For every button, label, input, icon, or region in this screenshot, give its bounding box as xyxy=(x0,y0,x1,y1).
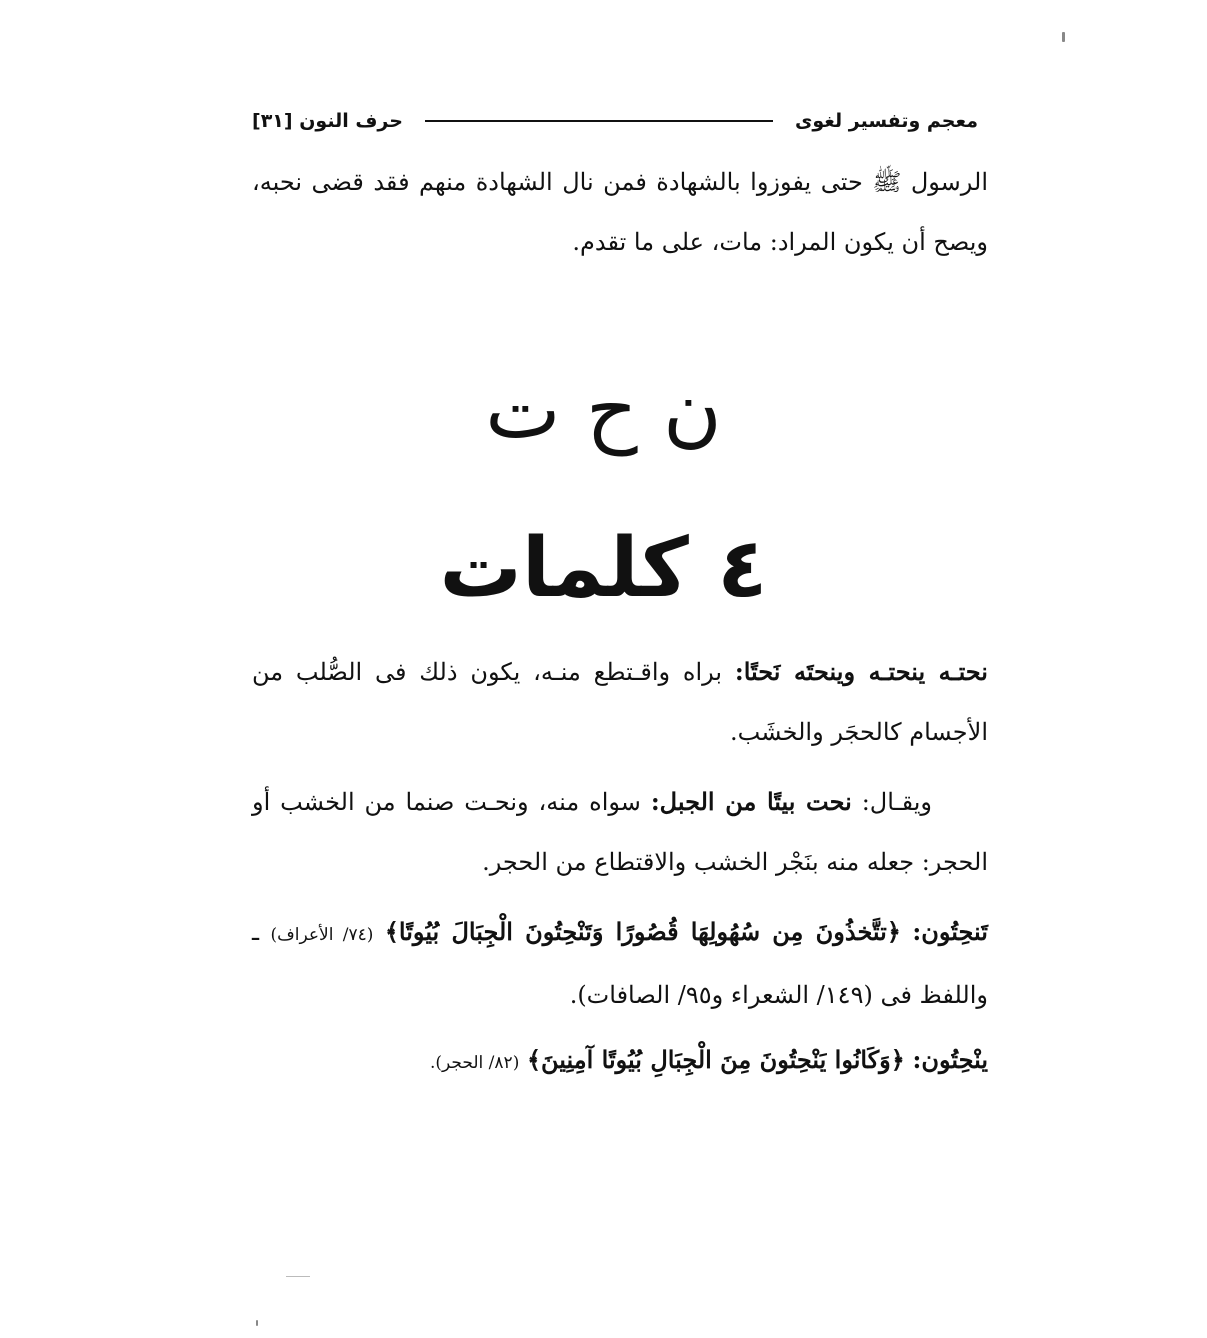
scan-speck xyxy=(1062,32,1065,42)
section-label: حرف النون [٣١] xyxy=(252,110,403,132)
intro-paragraph: الرسول ﷺ حتى يفوزوا بالشهادة فمن نال الشهادة منهم فقد قضى نحبه، ويصح أن يكون المراد: مات، على ما تقدم. xyxy=(252,168,988,256)
entry-term: نحت بيتًا من الجبل: xyxy=(650,787,852,816)
entry-lead: ويقـال: xyxy=(861,788,932,816)
root-letters-heading: ن ح ت xyxy=(485,363,722,456)
scan-speck xyxy=(256,1320,258,1326)
entry-paragraph xyxy=(252,642,988,762)
entry-term: نحتـه ينحتـه وينحتَه نَحتًا: xyxy=(734,657,988,686)
entry-paragraph xyxy=(252,772,988,892)
verse-word: تَنحِتُون: xyxy=(912,917,988,946)
entry-definition: براه واقـتطع منـه، يكون ذلك فى الصُّلب من الأجسام كالحجَر والخشَب. xyxy=(252,658,988,746)
verse-reference: (٧٤/ الأعراف) xyxy=(270,925,374,945)
verse-reference: (٨٢/ الحجر). xyxy=(430,1053,520,1073)
word-count-heading: ٤ كلمات xyxy=(439,521,768,616)
verse-paragraph xyxy=(252,902,988,1025)
verse-word: ينْحِتُون: xyxy=(912,1045,988,1074)
header-rule xyxy=(425,120,773,122)
verse-paragraph xyxy=(252,1030,988,1093)
entry-definition: سواه منه، ونحـت صنما من الخشب أو الحجر: جعله منه بنَجْر الخشب والاقتطاع من الحجر. xyxy=(252,788,988,876)
running-header xyxy=(252,104,978,138)
verse-quote: ﴿تتَّخذُونَ مِن سُهُولِهَا قُصُورًا وَتَنْحِتُونَ الْجِبَالَ بُيُوتًا﴾ xyxy=(384,917,901,946)
verse-note: ـ واللفظ فى (١٤٩/ الشعراء و٩٥/ الصافات). xyxy=(252,918,988,1009)
verse-quote: ﴿وَكَانُوا يَنْحِتُونَ مِنَ الْجِبَالِ بُيُوتًا آمِنِينَ﴾ xyxy=(526,1045,905,1074)
book-title: معجم وتفسير لغوى xyxy=(794,110,978,132)
scan-speck xyxy=(286,1276,310,1277)
